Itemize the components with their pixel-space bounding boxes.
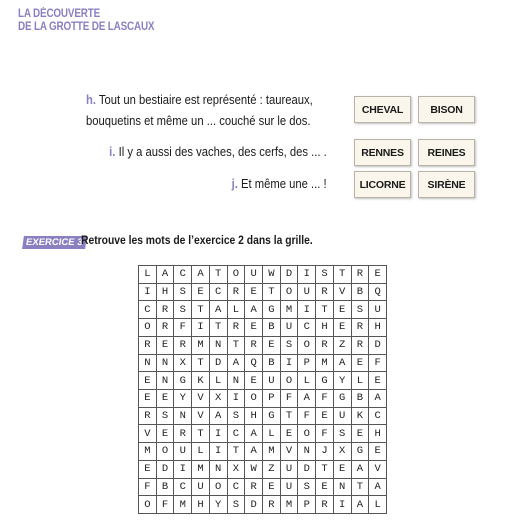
grid-cell[interactable]: E	[352, 355, 370, 373]
grid-cell[interactable]: A	[245, 301, 263, 319]
grid-cell[interactable]: A	[369, 479, 387, 497]
chapter-header-line1: LA DÉCOUVERTE	[18, 8, 101, 20]
grid-cell[interactable]: F	[298, 408, 316, 426]
grid-cell[interactable]: H	[369, 425, 387, 443]
option-bison-button[interactable]: BISON	[418, 96, 475, 123]
grid-cell[interactable]: G	[352, 443, 370, 461]
grid-cell[interactable]: U	[174, 443, 192, 461]
grid-cell[interactable]: S	[334, 425, 352, 443]
question-i-letter: i.	[109, 145, 116, 159]
grid-cell[interactable]: X	[210, 390, 228, 408]
grid-cell[interactable]: G	[263, 408, 281, 426]
grid-cell[interactable]: W	[263, 266, 281, 284]
question-h-text-line1: Tout un bestiaire est représenté : taureaux,	[98, 93, 313, 107]
question-h-letter: h.	[86, 93, 96, 107]
grid-cell[interactable]: A	[245, 425, 263, 443]
grid-cell[interactable]: V	[192, 390, 210, 408]
grid-cell[interactable]: T	[192, 425, 210, 443]
grid-cell[interactable]: O	[210, 479, 228, 497]
option-licorne-button[interactable]: LICORNE	[354, 171, 411, 198]
grid-cell[interactable]: U	[369, 301, 387, 319]
grid-cell[interactable]: A	[352, 496, 370, 514]
grid-cell[interactable]: S	[298, 479, 316, 497]
grid-cell[interactable]: G	[316, 372, 334, 390]
grid-cell[interactable]: Y	[174, 390, 192, 408]
grid-cell[interactable]: F	[369, 355, 387, 373]
grid-cell[interactable]: L	[228, 301, 246, 319]
grid-cell[interactable]: T	[316, 461, 334, 479]
grid-cell[interactable]: T	[281, 408, 299, 426]
grid-cell[interactable]: C	[174, 266, 192, 284]
grid-cell[interactable]: S	[228, 408, 246, 426]
grid-cell[interactable]: T	[192, 301, 210, 319]
grid-cell[interactable]: F	[157, 496, 175, 514]
grid-cell[interactable]: I	[210, 443, 228, 461]
question-h	[86, 90, 322, 132]
grid-cell[interactable]: R	[352, 266, 370, 284]
option-sirene-button[interactable]: SIRÈNE	[418, 171, 475, 198]
grid-cell[interactable]: Y	[210, 496, 228, 514]
grid-cell[interactable]: R	[174, 337, 192, 355]
grid-cell[interactable]: A	[228, 355, 246, 373]
grid-cell[interactable]: S	[281, 337, 299, 355]
grid-cell[interactable]: I	[298, 266, 316, 284]
grid-cell[interactable]: U	[281, 319, 299, 337]
grid-cell[interactable]: I	[174, 461, 192, 479]
grid-cell[interactable]: E	[139, 390, 157, 408]
grid-cell[interactable]: X	[174, 355, 192, 373]
grid-cell[interactable]: L	[139, 266, 157, 284]
grid-cell[interactable]: W	[245, 461, 263, 479]
grid-cell[interactable]: I	[281, 355, 299, 373]
grid-cell[interactable]: R	[245, 337, 263, 355]
grid-cell[interactable]: E	[263, 479, 281, 497]
grid-cell[interactable]: R	[263, 496, 281, 514]
grid-cell[interactable]: T	[352, 479, 370, 497]
grid-cell[interactable]: O	[281, 372, 299, 390]
question-i-text: Il y a aussi des vaches, des cerfs, des ... .	[118, 145, 327, 159]
grid-cell[interactable]: B	[263, 355, 281, 373]
grid-cell[interactable]: J	[316, 443, 334, 461]
grid-cell[interactable]: E	[369, 372, 387, 390]
grid-cell[interactable]: A	[334, 355, 352, 373]
grid-cell[interactable]: B	[263, 319, 281, 337]
grid-cell[interactable]: L	[210, 372, 228, 390]
grid-cell[interactable]: A	[210, 408, 228, 426]
grid-cell[interactable]: T	[228, 337, 246, 355]
grid-cell[interactable]: E	[245, 372, 263, 390]
grid-cell[interactable]: G	[263, 301, 281, 319]
grid-cell[interactable]: R	[245, 479, 263, 497]
grid-cell[interactable]: S	[228, 496, 246, 514]
grid-cell[interactable]: R	[157, 319, 175, 337]
grid-cell[interactable]: P	[298, 496, 316, 514]
grid-cell[interactable]: M	[192, 337, 210, 355]
grid-cell[interactable]: G	[334, 390, 352, 408]
grid-cell[interactable]: B	[352, 284, 370, 302]
grid-cell[interactable]: E	[139, 461, 157, 479]
grid-cell[interactable]: E	[192, 284, 210, 302]
grid-cell[interactable]: T	[316, 301, 334, 319]
grid-cell[interactable]: U	[298, 284, 316, 302]
grid-cell[interactable]: L	[298, 372, 316, 390]
grid-cell[interactable]: B	[352, 390, 370, 408]
grid-cell[interactable]: N	[228, 372, 246, 390]
grid-cell[interactable]: T	[263, 284, 281, 302]
chapter-header	[18, 8, 154, 34]
grid-cell[interactable]: I	[192, 319, 210, 337]
grid-cell[interactable]: D	[157, 461, 175, 479]
grid-cell[interactable]: O	[228, 266, 246, 284]
grid-cell[interactable]: E	[369, 443, 387, 461]
grid-cell[interactable]: O	[298, 337, 316, 355]
grid-cell[interactable]: A	[157, 266, 175, 284]
grid-cell[interactable]: I	[210, 425, 228, 443]
grid-cell[interactable]: A	[298, 390, 316, 408]
grid-cell[interactable]: S	[157, 408, 175, 426]
grid-cell[interactable]: T	[192, 355, 210, 373]
grid-cell[interactable]: N	[139, 355, 157, 373]
grid-cell[interactable]: O	[245, 390, 263, 408]
question-i	[109, 142, 327, 163]
grid-cell[interactable]: K	[352, 408, 370, 426]
grid-cell[interactable]: A	[210, 301, 228, 319]
grid-cell[interactable]: O	[157, 443, 175, 461]
grid-cell[interactable]: I	[334, 496, 352, 514]
grid-cell[interactable]: D	[245, 496, 263, 514]
grid-cell[interactable]: A	[192, 266, 210, 284]
exercise-tag: EXERCICE 3	[22, 236, 86, 249]
grid-cell[interactable]: R	[316, 337, 334, 355]
option-cheval-button[interactable]: CHEVAL	[354, 96, 411, 123]
chapter-header-line2: DE LA GROTTE DE LASCAUX	[18, 21, 155, 33]
grid-cell[interactable]: Z	[263, 461, 281, 479]
grid-cell[interactable]: R	[352, 337, 370, 355]
grid-cell[interactable]: M	[139, 443, 157, 461]
grid-cell[interactable]: E	[369, 266, 387, 284]
grid-cell[interactable]: M	[263, 443, 281, 461]
grid-cell[interactable]: M	[316, 355, 334, 373]
grid-cell[interactable]: L	[263, 425, 281, 443]
grid-cell[interactable]: V	[192, 408, 210, 426]
grid-cell[interactable]: E	[245, 319, 263, 337]
grid-cell[interactable]: S	[316, 266, 334, 284]
grid-cell[interactable]: C	[298, 319, 316, 337]
grid-cell[interactable]: O	[281, 284, 299, 302]
grid-cell[interactable]: U	[263, 372, 281, 390]
grid-cell[interactable]: M	[174, 496, 192, 514]
grid-cell[interactable]: U	[192, 479, 210, 497]
grid-cell[interactable]: R	[352, 319, 370, 337]
grid-cell[interactable]: T	[210, 266, 228, 284]
grid-cell[interactable]: N	[210, 461, 228, 479]
grid-cell[interactable]: H	[245, 408, 263, 426]
grid-cell[interactable]: F	[139, 479, 157, 497]
grid-cell[interactable]: T	[210, 319, 228, 337]
grid-cell[interactable]: R	[174, 425, 192, 443]
grid-cell[interactable]: V	[281, 443, 299, 461]
grid-cell[interactable]: X	[334, 443, 352, 461]
grid-cell[interactable]: N	[334, 479, 352, 497]
grid-cell[interactable]: Z	[334, 337, 352, 355]
grid-cell[interactable]: N	[157, 372, 175, 390]
grid-cell[interactable]: F	[281, 390, 299, 408]
grid-cell[interactable]: H	[316, 319, 334, 337]
grid-cell[interactable]: D	[298, 461, 316, 479]
grid-cell[interactable]: P	[263, 390, 281, 408]
grid-cell[interactable]: U	[334, 408, 352, 426]
grid-cell[interactable]: R	[228, 284, 246, 302]
grid-cell[interactable]: O	[139, 319, 157, 337]
grid-cell[interactable]: D	[369, 337, 387, 355]
grid-cell[interactable]: T	[228, 443, 246, 461]
grid-cell[interactable]: F	[316, 390, 334, 408]
word-search-grid	[138, 265, 387, 514]
grid-cell[interactable]: E	[334, 461, 352, 479]
grid-cell[interactable]: U	[281, 461, 299, 479]
grid-cell[interactable]: S	[174, 301, 192, 319]
grid-cell[interactable]: E	[157, 425, 175, 443]
grid-cell[interactable]: C	[139, 301, 157, 319]
grid-cell[interactable]: E	[245, 284, 263, 302]
grid-cell[interactable]: H	[157, 284, 175, 302]
grid-cell[interactable]: C	[174, 479, 192, 497]
grid-cell[interactable]: U	[245, 266, 263, 284]
grid-cell[interactable]: E	[334, 319, 352, 337]
grid-cell[interactable]: E	[263, 337, 281, 355]
grid-cell[interactable]: N	[174, 408, 192, 426]
grid-cell[interactable]: O	[139, 496, 157, 514]
grid-cell[interactable]: E	[316, 408, 334, 426]
grid-cell[interactable]: I	[298, 301, 316, 319]
grid-cell[interactable]: L	[352, 372, 370, 390]
option-rennes-button[interactable]: RENNES	[354, 139, 411, 166]
grid-cell[interactable]: L	[369, 496, 387, 514]
grid-cell[interactable]: M	[281, 301, 299, 319]
grid-cell[interactable]: K	[192, 372, 210, 390]
grid-cell[interactable]: B	[157, 479, 175, 497]
grid-cell[interactable]: S	[174, 284, 192, 302]
grid-cell[interactable]: E	[139, 372, 157, 390]
grid-cell[interactable]: N	[157, 355, 175, 373]
grid-cell[interactable]: M	[281, 496, 299, 514]
grid-cell[interactable]: E	[157, 390, 175, 408]
grid-cell[interactable]: V	[369, 461, 387, 479]
grid-cell[interactable]: V	[334, 284, 352, 302]
grid-cell[interactable]: A	[245, 443, 263, 461]
grid-cell[interactable]: H	[192, 496, 210, 514]
grid-cell[interactable]: T	[334, 266, 352, 284]
grid-cell[interactable]: R	[228, 319, 246, 337]
grid-cell[interactable]: R	[157, 301, 175, 319]
question-j	[232, 174, 327, 195]
grid-cell[interactable]: C	[228, 425, 246, 443]
grid-cell[interactable]: M	[192, 461, 210, 479]
grid-cell[interactable]: V	[139, 425, 157, 443]
grid-cell[interactable]: O	[298, 425, 316, 443]
grid-cell[interactable]: F	[174, 319, 192, 337]
grid-cell[interactable]: N	[210, 337, 228, 355]
grid-cell[interactable]: I	[228, 390, 246, 408]
grid-cell[interactable]: E	[316, 479, 334, 497]
grid-cell[interactable]: U	[281, 479, 299, 497]
grid-cell[interactable]: L	[192, 443, 210, 461]
grid-cell[interactable]: H	[369, 319, 387, 337]
grid-cell[interactable]: D	[210, 355, 228, 373]
option-reines-button[interactable]: REINES	[418, 139, 475, 166]
grid-cell[interactable]: N	[298, 443, 316, 461]
grid-cell[interactable]: E	[281, 425, 299, 443]
exercise-instruction: Retrouve les mots de l’exercice 2 dans la grille.	[81, 233, 313, 247]
grid-cell[interactable]: P	[298, 355, 316, 373]
question-j-text: Et même une ... !	[241, 177, 327, 191]
grid-cell[interactable]: E	[352, 425, 370, 443]
grid-cell[interactable]: C	[228, 479, 246, 497]
grid-cell[interactable]: C	[210, 284, 228, 302]
grid-cell[interactable]: R	[316, 284, 334, 302]
grid-cell[interactable]: E	[157, 337, 175, 355]
grid-cell[interactable]: F	[316, 425, 334, 443]
grid-cell[interactable]: I	[139, 284, 157, 302]
grid-cell[interactable]: Q	[369, 284, 387, 302]
grid-cell[interactable]: X	[228, 461, 246, 479]
grid-cell[interactable]: E	[334, 301, 352, 319]
grid-cell[interactable]: A	[369, 390, 387, 408]
grid-cell[interactable]: R	[316, 496, 334, 514]
question-h-text-line2: bouquetins et même un ... couché sur le dos.	[86, 114, 311, 128]
grid-cell[interactable]: R	[139, 337, 157, 355]
grid-cell[interactable]: D	[281, 266, 299, 284]
grid-cell[interactable]: R	[139, 408, 157, 426]
question-j-letter: j.	[231, 177, 239, 191]
grid-cell[interactable]: S	[352, 301, 370, 319]
grid-cell[interactable]: Q	[245, 355, 263, 373]
grid-cell[interactable]: Y	[334, 372, 352, 390]
grid-cell[interactable]: C	[369, 408, 387, 426]
grid-cell[interactable]: G	[174, 372, 192, 390]
grid-cell[interactable]: A	[352, 461, 370, 479]
